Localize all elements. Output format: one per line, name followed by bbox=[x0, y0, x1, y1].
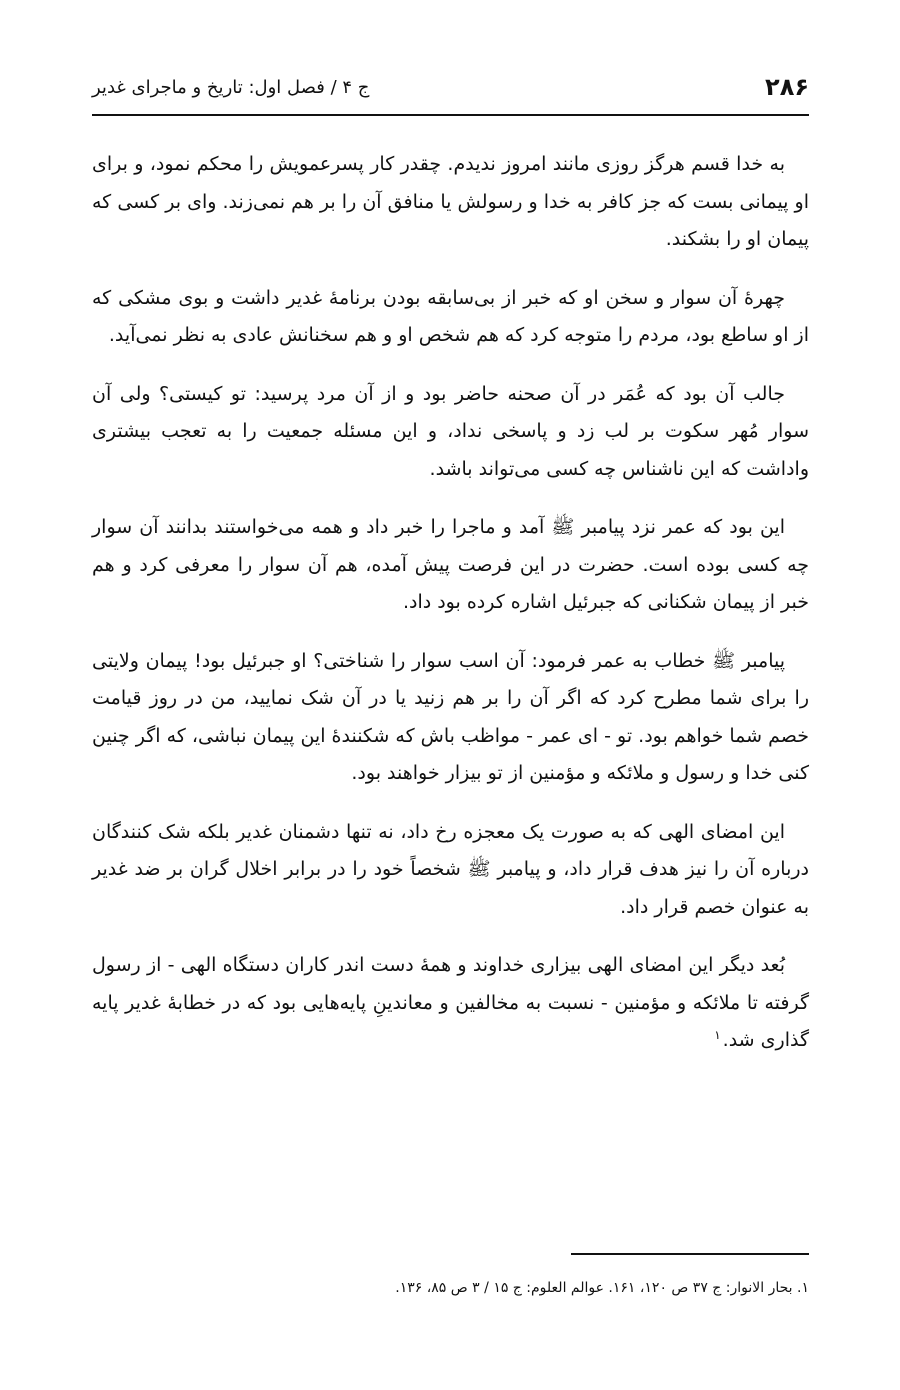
running-head: ج ۴ / فصل اول: تاریخ و ماجرای غدیر bbox=[92, 76, 370, 98]
paragraph-4: این بود که عمر نزد پیامبر ﷺ آمد و ماجرا را خبر داد و همه می‌خواستند بدانند آن سوار چه کسی بوده است. حضرت در این فرصت پیش آمده، هم آن سوار را معرفی کرد و هم خبر از پیمان شکنانی که جبرئیل اشاره کرده بود داد. bbox=[92, 516, 809, 613]
page-number: ۲۸۶ bbox=[765, 73, 809, 101]
paragraph-7 bbox=[92, 947, 809, 1060]
paragraph-2: چهرهٔ آن سوار و سخن او که خبر از بی‌سابقه بودن برنامهٔ غدیر داشت و بوی مشکی که از او ساطع بود، مردم را متوجه کرد که هم شخص او و هم سخنانش عادی به نظر نمی‌آید. bbox=[92, 286, 809, 346]
paragraph-5: پیامبر ﷺ خطاب به عمر فرمود: آن اسب سوار را شناختی؟ او جبرئیل بود! پیمان ولایتی را برای شما مطرح کرد که اگر آن را بر هم زنید یا در آن شک نمایید، من در روز قیامت خصم شما خواهم بود. تو - ای عمر - مواظب باش که شکنندهٔ این پیمان نباشی، که اگر چنین کنی خدا و رسول و ملائکه و مؤمنین از تو بیزار خواهند بود. bbox=[92, 649, 809, 784]
paragraph-3: جالب آن بود که عُمَر در آن صحنه حاضر بود و از آن مرد پرسید: تو کیستی؟ ولی آن سوار مُهر سکوت بر لب زد و پاسخی نداد، و این مسئله جمعیت را به تعجب بیشتری واداشت که این ناشناس چه کسی می‌تواند باشد. bbox=[92, 382, 809, 480]
paragraph-7-text: بُعد دیگر این امضای الهی بیزاری خداوند و همهٔ دست اندر کاران دستگاه الهی - از رسول گرفته تا ملائکه و مؤمنین - نسبت به مخالفین و معاندینِ پایه‌هایی بود که در خطابهٔ غدیر پایه گذاری شد. bbox=[92, 954, 809, 1051]
footnote-reference: ۱ bbox=[714, 1027, 721, 1042]
page-header bbox=[92, 66, 809, 108]
body-text bbox=[92, 146, 809, 1081]
paragraph-6: این امضای الهی که به صورت یک معجزه رخ داد، نه تنها دشمنان غدیر بلکه شک کنندگان درباره آن را نیز هدف قرار داد، و پیامبر ﷺ شخصاً خود را در برابر اخلال گران بر ضد غدیر به عنوان خصم قرار داد. bbox=[92, 820, 809, 918]
footnote: ۱. بحار الانوار: ج ۳۷ ص ۱۲۰، ۱۶۱. عوالم العلوم: ج ۱۵ / ۳ ص ۸۵، ۱۳۶. bbox=[395, 1280, 809, 1296]
paragraph-1: به خدا قسم هرگز روزی مانند امروز ندیدم. چقدر کار پسرعمویش را محکم نمود، و برای او پیمانی بست که جز کافر به خدا و رسولش یا منافق آن را بر هم نمی‌زند. وای بر کسی که پیمان او را بشکند. bbox=[92, 153, 809, 250]
book-page bbox=[92, 0, 809, 1390]
header-divider bbox=[92, 114, 809, 116]
footnote-divider bbox=[571, 1253, 809, 1255]
